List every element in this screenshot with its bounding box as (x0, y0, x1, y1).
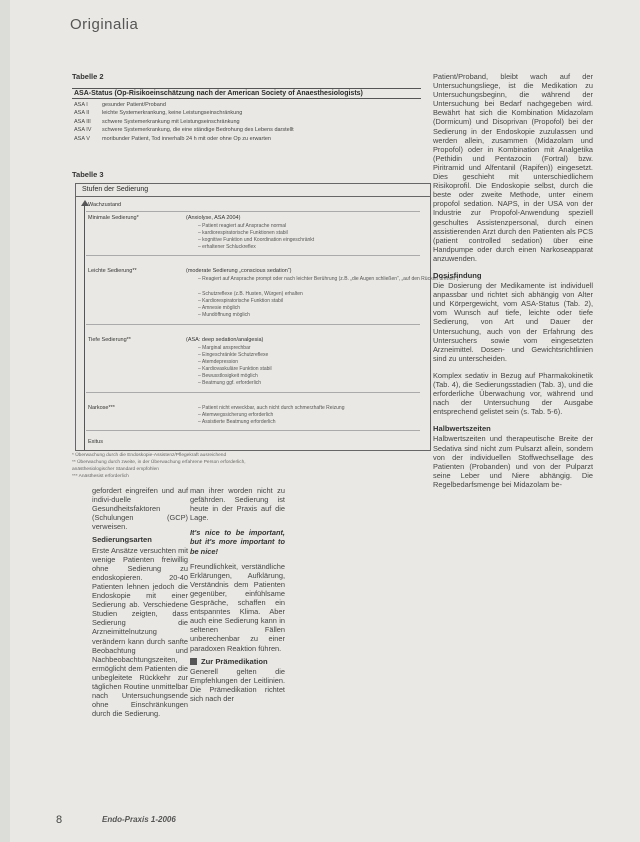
stage-item: – Atemwegssicherung erforderlich (198, 412, 274, 418)
table3-header: Stufen der Sedierung (76, 184, 430, 197)
divider (86, 211, 420, 212)
section-label: Originalia (70, 16, 139, 33)
depth-axis-line (84, 204, 85, 450)
page-number: 8 (56, 814, 63, 826)
stage-item: – Assistierte Beatmung erforderlich (198, 419, 276, 425)
stage-item: – Mundöffnung möglich (198, 312, 250, 318)
asa-desc: schwere Systemerkrankung, die eine ständige Bedrohung des Lebens darstellt (102, 127, 294, 134)
paragraph: Erste Ansätze versuchten mit wenige Patienten freiwillig ohne Sedierung zu endoskopieren. 20-40 Patienten lehnen jedoch die Endoskopie mit einer Sedierung ab. Verschiedene Studien zeigten, dass Sedierung die Arzneimittelnutzung verändern kann durch sanfte Beobachtung und Nachbeobachtungszeiten, ermöglicht dem Patienten die unbegleitete Rückkehr zur täglichen Routine unmittelbar nach Untersuchungsende ohne Einschränkungen durch die Sedierung. (92, 545, 188, 719)
paragraph: Generell gelten die Empfehlungen der Leitlinien. Die Prämedikation richtet sich nach der (190, 666, 285, 703)
stage-item: – Amnesie möglich (198, 305, 240, 311)
footnote: * Überwachung durch die Endoskopie-Assistenz/Pflegekraft ausreichend (72, 453, 227, 458)
table-row (74, 118, 419, 126)
stage-light: Leichte Sedierung** (88, 268, 137, 274)
footnote: *** Anästhesist erforderlich (72, 474, 129, 479)
asa-desc: schwere Systemerkrankung mit Leistungseinschränkung (102, 118, 240, 125)
asa-desc: gesunder Patient/Proband (102, 102, 166, 108)
table2-title: ASA-Status (Op-Risikoeinschätzung nach der American Society of Anaesthesiologists) (72, 88, 421, 99)
stage-light-lead: (moderate Sedierung „conscious sedation“) (186, 268, 292, 274)
body-column-middle (190, 486, 285, 703)
stage-awake: Wachzustand (88, 202, 122, 208)
stage-item: – erhaltener Schluckreflex (198, 244, 256, 250)
footnote: anästhesiologischer Standard empfohlen (72, 467, 159, 472)
square-bullet-icon (190, 658, 197, 665)
paragraph: Halbwertszeiten und therapeutische Breite der Sedativa sind nicht zum Pulsarzt allein, sondern von der individuellen Stoffwechsellage des Patienten (Probanden) und von der Pulparzt seine Leber und Niere abhängig. Die Regelbedarfsmenge bei Midazolam be- (433, 434, 593, 489)
paragraph: gefordert eingreifen und auf indivi-duelle Gesundheitsfaktoren (Schulungen (GCP) verweisen. (92, 486, 188, 532)
asa-desc: moribunder Patient, Tod innerhalb 24 h mit oder ohne Op zu erwarten (102, 135, 271, 142)
table-row (74, 101, 419, 109)
asa-desc: leichte Systemerkrankung, keine Leistungseinschränkung (102, 110, 243, 117)
table-row (74, 135, 419, 143)
asa-code: ASA III (74, 118, 91, 125)
stage-minimal: Minimale Sedierung* (88, 215, 139, 221)
body-column-right (433, 72, 593, 489)
quote: It's nice to be important, but it's more important to be nice! (190, 528, 285, 556)
paragraph: Die Dosierung der Medikamente ist individuell anpassbar und richtet sich abhängig von Alter und Körpergewicht, vom ASA-Status (Tab. 2), vom Wunsch auf tiefe, leichte oder tiefe Sedierung, von Art und Dauer der Untersuchung, auch von der Erfahrung des Untersuchers sowie vom eingesetzten Arzneimittel. Dosen- und Gewichtsrichtlinien sind zu unterscheiden. (433, 281, 593, 363)
document-page (10, 0, 640, 842)
divider (86, 255, 420, 256)
stage-item: – Schutzreflexe (z.B. Husten, Würgen) erhalten (198, 291, 303, 297)
stage-item: – Patient reagiert auf Ansprache normal (198, 223, 287, 229)
divider (86, 430, 420, 431)
stage-item: – Beatmung ggf. erforderlich (198, 380, 262, 386)
stage-item: – Eingeschränkte Schutzreflexe (198, 352, 269, 358)
stage-anesthesia: Narkose*** (88, 405, 115, 411)
stage-item: – Marginal ansprechbar (198, 345, 251, 351)
body-column-left (92, 486, 188, 718)
stage-minimal-lead: (Anxiolyse, ASA 2004) (186, 215, 241, 221)
asa-code: ASA V (74, 135, 90, 142)
stage-item: – Bewusstlosigkeit möglich (198, 373, 258, 379)
heading-half-life: Halbwertszeiten (433, 424, 491, 434)
asa-code: ASA II (74, 110, 90, 117)
divider (86, 324, 420, 325)
heading-sedation-types: Sedierungsarten (92, 535, 152, 545)
heading-premedication: Zur Prämedikation (190, 657, 285, 666)
paragraph: man ihrer worden nicht zu gefährden. Sedierung ist heute in der Praxis auf die Lage. (190, 486, 285, 523)
asa-code: ASA IV (74, 127, 92, 134)
stage-exitus: Exitus (88, 439, 103, 445)
stage-item: – Atemdepression (198, 359, 239, 365)
journal-name: Endo-Praxis 1-2006 (102, 815, 176, 824)
stage-item: – Patient nicht erweckbar, auch nicht durch schmerzhafte Reizung (198, 405, 345, 411)
heading-dosage: Dosisfindung (433, 270, 482, 280)
table3-label: Tabelle 3 (72, 170, 104, 179)
table2-label: Tabelle 2 (72, 72, 104, 81)
stage-item: – kognitive Funktion und Koordination eingeschränkt (198, 237, 315, 243)
stage-item: – Kardiorespiratorische Funktion stabil (198, 298, 284, 304)
table2-rows (74, 101, 419, 143)
stage-item: – Kardiovaskuläre Funktion stabil (198, 366, 272, 372)
asa-code: ASA I (74, 102, 88, 108)
stage-deep: Tiefe Sedierung** (88, 337, 131, 343)
stage-item: – Reagiert auf Ansprache prompt oder nach leichter Berührung (z.B. „die Augen schließen“, „auf den Rücken drehen“) (198, 276, 459, 282)
paragraph: Patient/Proband, bleibt wach auf der Untersuchungsliege, ist die Medikation zu Untersuchungsbeginn, die während der Untersuchung bei Bedarf nachgegeben wird. Bewährt hat sich die Kombination Midazolam (Dormicum) und Disoprivan (Propofol) bei der Sedierung in der Endoskopie zuzulassen und werden allein, zusammen (Midazolam und Propofol) oder in Kombination mit Analgetika (Pethidin und Pentazocin (Fortral) bzw. Piritramid und Alfentanil (Rapifen)) eingesetzt. Dies geschieht mit unterschiedlichem Risikoprofil. Die Endoskopie selbst, durch die beste oder zweite Methode, unter einem propofol sedation. NAPS, in der USA von der Industrie zur Propofol-Anwendung speziell geschultes Assistenzpersonal, durch einen assistierenden Arzt durch den Patienten als PCS (patient controlled sedation) über eine Handpumpe oder durch einen Narkoseapparat anzuwenden. (433, 72, 593, 263)
stage-deep-lead: (ASA: deep sedation/analgesia) (186, 337, 264, 343)
divider (86, 392, 420, 393)
footnote: ** Überwachung durch zweite, in der Überwachung erfahrene Person erforderlich, (72, 460, 246, 465)
stage-item: – kardiorespiratorische Funktionen stabil (198, 230, 288, 236)
table-row (74, 126, 419, 134)
paragraph: Freundlichkeit, verständliche Erklärungen, Aufklärung, Verständnis dem Patienten gegenüber, einfühlsame Gespräche, schaffen ein entspanntes Klima. Aber auch eine Sedierung kann in seltenen Fällen unberechenbar zu einer paradoxen Reaktion führen. (190, 561, 285, 653)
paragraph: Komplex sedativ in Bezug auf Pharmakokinetik (Tab. 4), die Sedierungsstadien (Tab. 3), und die erforderliche Überwachung vor, während und nach der Untersuchung der Ausgabe entsprechend gelistet sein (s. Tab. 5-6). (433, 370, 593, 417)
table-row (74, 109, 419, 117)
